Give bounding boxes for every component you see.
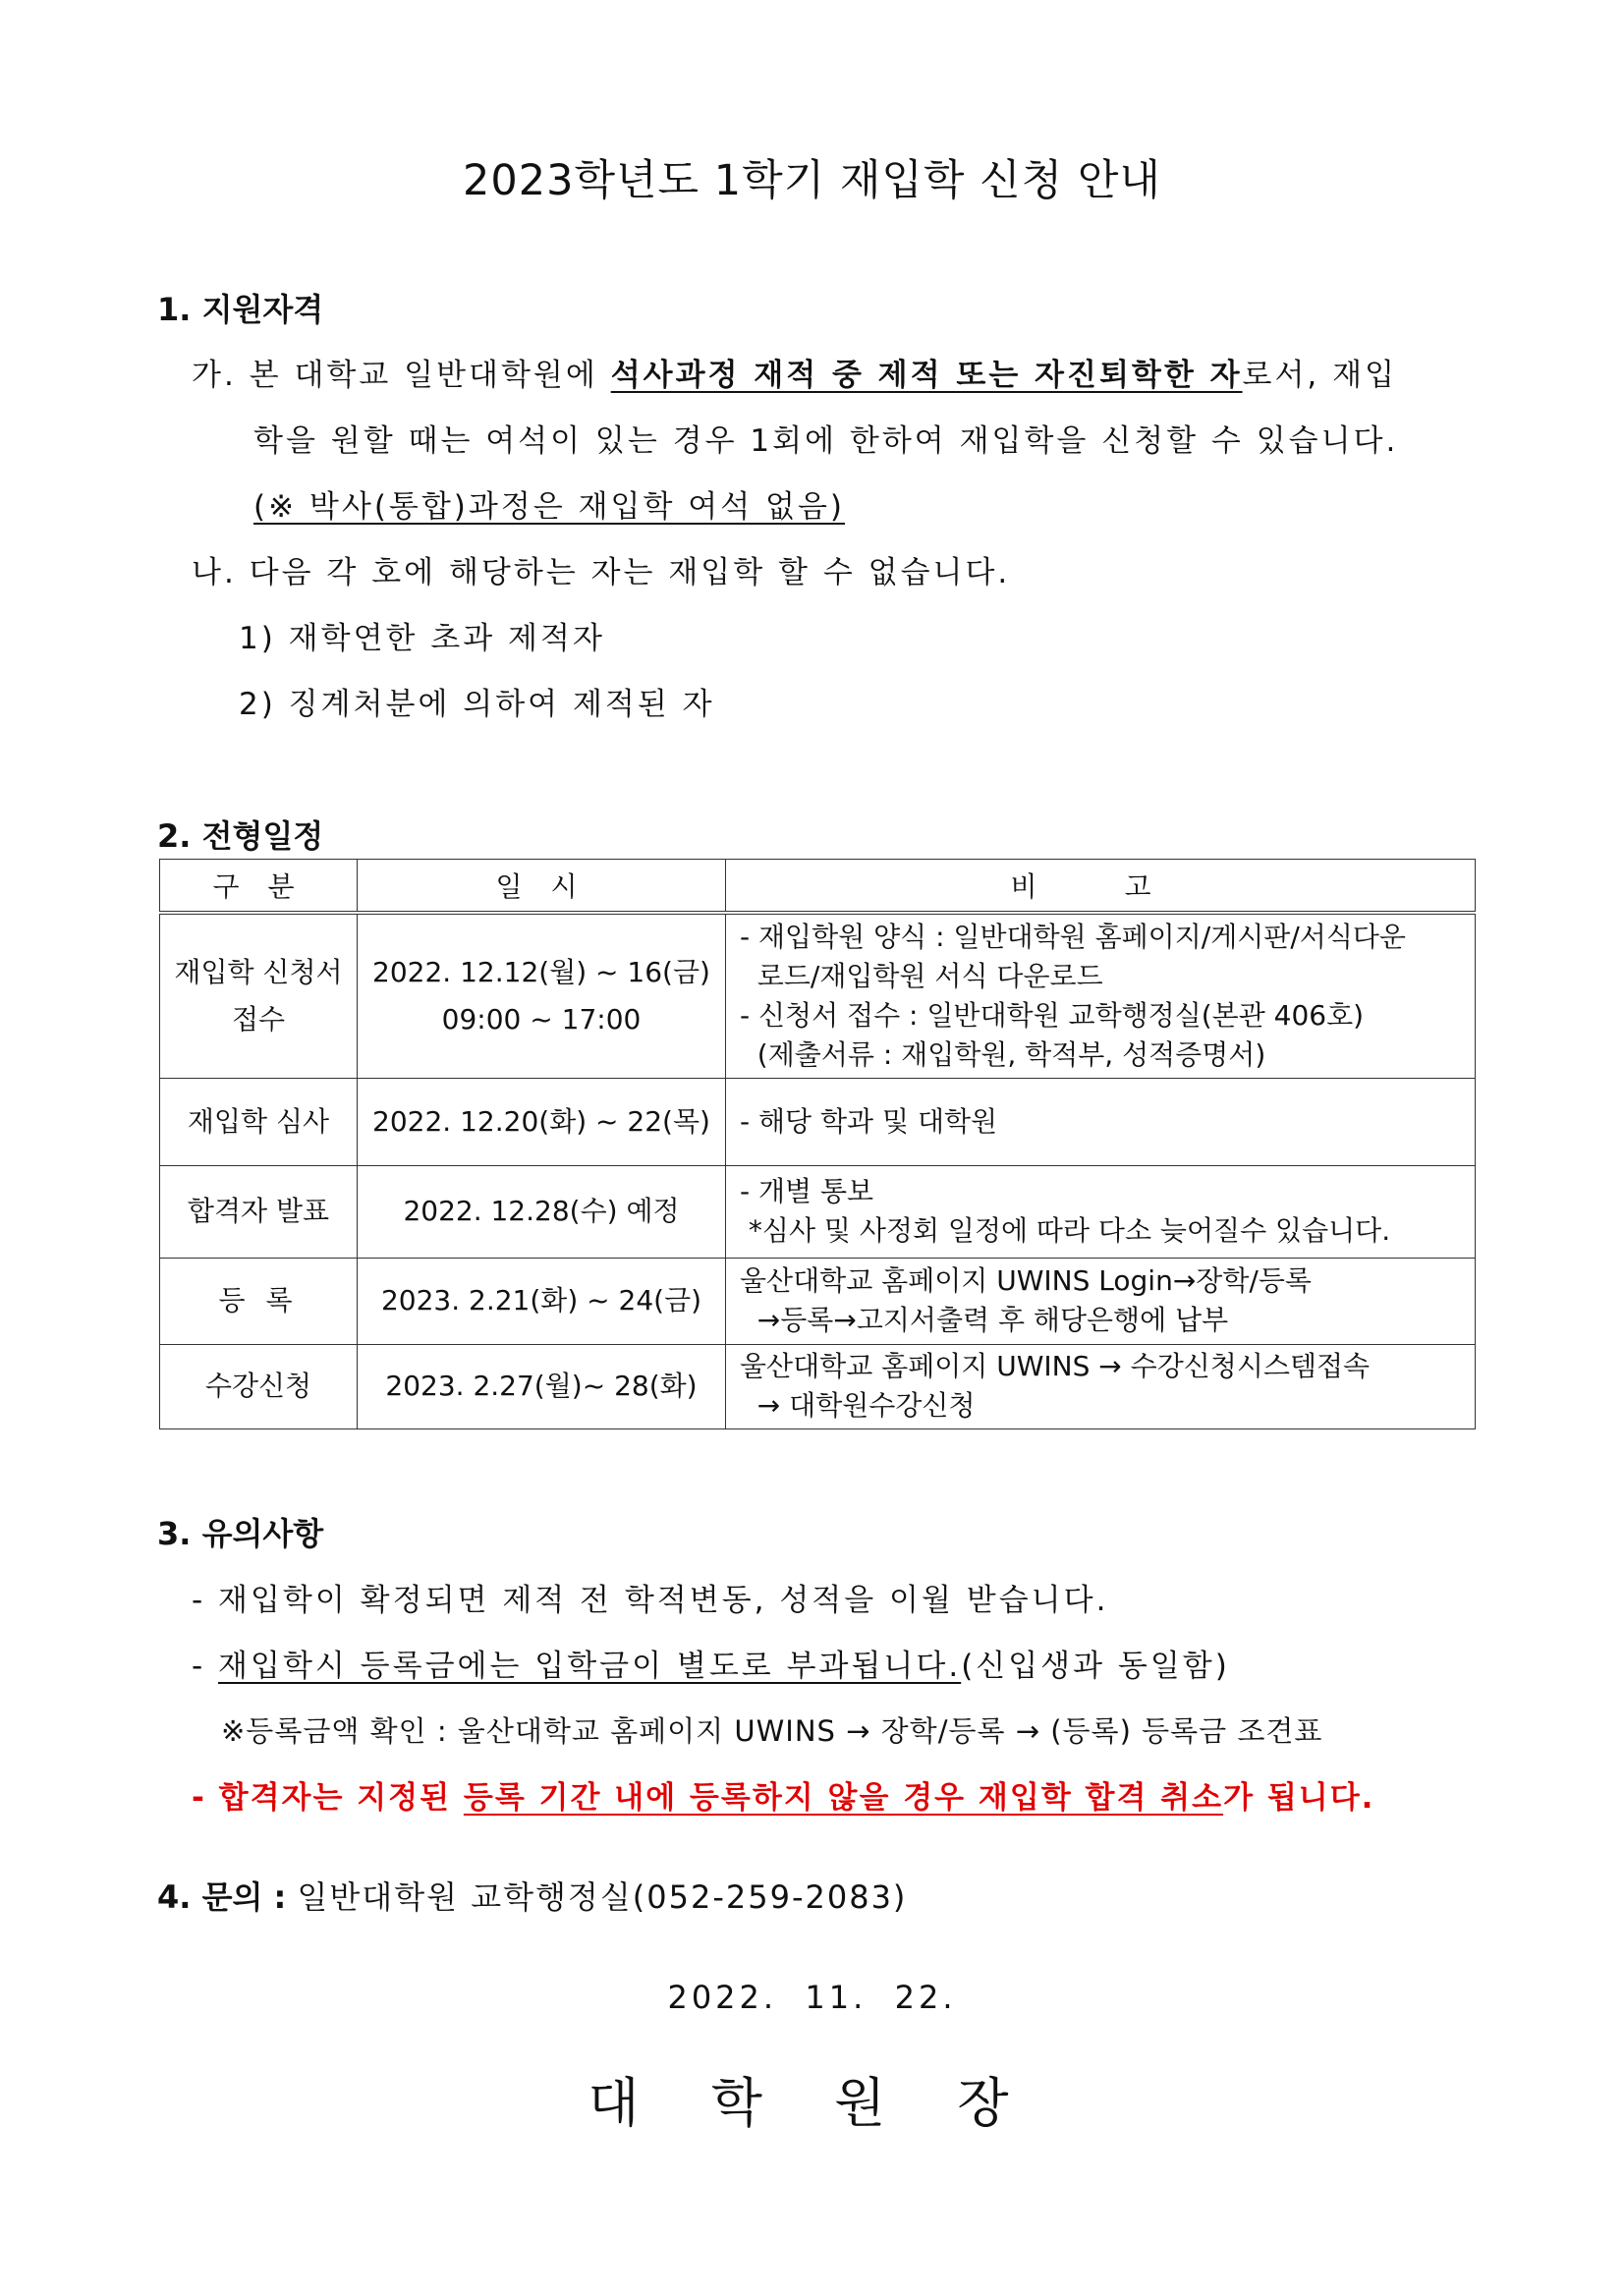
notice-warning bbox=[192, 1772, 1374, 1817]
eligibility-na-item-1: 1) 재학연한 초과 제적자 bbox=[239, 621, 605, 656]
notice-line-2-underlined: 재입학시 등록금에는 입학금이 별도로 부과됩니다. bbox=[218, 1649, 962, 1684]
section-4-heading: 4. 문의 : bbox=[157, 1878, 298, 1916]
remark-line: (제출서류 : 재입학원, 학적부, 성적증명서) bbox=[740, 1037, 1266, 1071]
row-category: 재입학 신청서 접수 bbox=[160, 913, 358, 1078]
table-row bbox=[160, 1165, 1476, 1258]
eligibility-ga-line1 bbox=[192, 350, 1397, 394]
warning-prefix: - 합격자는 지정된 bbox=[192, 1780, 464, 1816]
notice-line-2-dash: - bbox=[192, 1649, 219, 1684]
row-date: 2023. 2.27(월)~ 28(화) bbox=[358, 1344, 726, 1428]
remark-line: *심사 및 사정회 일정에 따라 다소 늦어질수 있습니다. bbox=[740, 1214, 1391, 1247]
table-header-row bbox=[160, 860, 1476, 914]
remark-line: 울산대학교 홈페이지 UWINS → 수강신청시스템접속 bbox=[740, 1350, 1371, 1382]
section-2-heading: 2. 전형일정 bbox=[157, 817, 324, 855]
row-remarks bbox=[726, 1165, 1476, 1258]
table-row bbox=[160, 1078, 1476, 1165]
section-1-heading: 1. 지원자격 bbox=[157, 291, 324, 328]
document-date: 2022. 11. 22. bbox=[667, 1979, 957, 2016]
section-4-contact bbox=[157, 1873, 907, 1918]
table-row bbox=[160, 1344, 1476, 1428]
row-remarks bbox=[726, 1078, 1476, 1165]
eligibility-ga-underlined: 석사과정 재적 중 제적 또는 자진퇴학한 자 bbox=[610, 358, 1243, 393]
signature: 대 학 원 장 bbox=[588, 2072, 1036, 2134]
eligibility-ga-line2: 학을 원할 때는 여석이 있는 경우 1회에 한하여 재입학을 신청할 수 있습니다. bbox=[253, 423, 1399, 459]
header-category: 구 분 bbox=[160, 860, 358, 914]
remark-line: - 해당 학과 및 대학원 bbox=[740, 1104, 998, 1138]
row-date-line-1: 2022. 12.12(월) ~ 16(금) bbox=[372, 955, 710, 988]
remark-line: - 신청서 접수 : 일반대학원 교학행정실(본관 406호) bbox=[740, 998, 1365, 1032]
row-category: 수강신청 bbox=[160, 1344, 358, 1428]
schedule-table bbox=[159, 859, 1476, 1429]
remark-line: 울산대학교 홈페이지 UWINS Login→장학/등록 bbox=[740, 1264, 1312, 1297]
table-row bbox=[160, 1258, 1476, 1344]
row-category: 합격자 발표 bbox=[160, 1165, 358, 1258]
row-remarks bbox=[726, 913, 1476, 1078]
remark-line: → 대학원수강신청 bbox=[740, 1389, 976, 1422]
table-row bbox=[160, 913, 1476, 1078]
header-date: 일 시 bbox=[358, 860, 726, 914]
eligibility-ga-note: (※ 박사(통합)과정은 재입학 여석 없음) bbox=[253, 489, 846, 525]
row-date-line-2: 09:00 ~ 17:00 bbox=[441, 1002, 642, 1036]
row-date: 2022. 12.28(수) 예정 bbox=[358, 1165, 726, 1258]
warning-underlined: 등록 기간 내에 등록하지 않을 경우 재입학 합격 취소 bbox=[463, 1780, 1224, 1816]
notice-line-1: - 재입학이 확정되면 제적 전 학적변동, 성적을 이월 받습니다. bbox=[192, 1583, 1109, 1618]
eligibility-ga-suffix: 로서, 재입 bbox=[1242, 358, 1398, 393]
eligibility-na-item-2: 2) 징계처분에 의하여 제적된 자 bbox=[239, 687, 715, 722]
contact-info: 일반대학원 교학행정실(052-259-2083) bbox=[297, 1878, 908, 1916]
row-category: 재입학 심사 bbox=[160, 1078, 358, 1165]
warning-suffix: 가 됩니다. bbox=[1223, 1780, 1375, 1816]
section-3-heading: 3. 유의사항 bbox=[157, 1515, 324, 1552]
row-remarks bbox=[726, 1344, 1476, 1428]
row-date: 2022. 12.20(화) ~ 22(목) bbox=[358, 1078, 726, 1165]
remark-line: 로드/재입학원 서식 다운로드 bbox=[740, 959, 1103, 992]
remark-line: - 개별 통보 bbox=[740, 1175, 874, 1207]
row-date bbox=[358, 913, 726, 1078]
eligibility-ga-prefix: 가. 본 대학교 일반대학원에 bbox=[192, 358, 611, 393]
header-remarks: 비 고 bbox=[726, 860, 1476, 914]
notice-line-2-suffix: (신입생과 동일함) bbox=[961, 1649, 1230, 1684]
row-category: 등 록 bbox=[160, 1258, 358, 1344]
remark-line: - 재입학원 양식 : 일반대학원 홈페이지/게시판/서식다운 bbox=[740, 920, 1406, 953]
row-remarks bbox=[726, 1258, 1476, 1344]
notice-line-2 bbox=[192, 1641, 1230, 1685]
row-date: 2023. 2.21(화) ~ 24(금) bbox=[358, 1258, 726, 1344]
page-title: 2023학년도 1학기 재입학 신청 안내 bbox=[463, 156, 1161, 205]
notice-tuition-check: ※등록금액 확인 : 울산대학교 홈페이지 UWINS → 장학/등록 → (등록) 등록금 조견표 bbox=[221, 1714, 1323, 1748]
remark-line: →등록→고지서출력 후 해당은행에 납부 bbox=[740, 1304, 1229, 1336]
eligibility-na: 나. 다음 각 호에 해당하는 자는 재입학 할 수 없습니다. bbox=[192, 555, 1011, 590]
